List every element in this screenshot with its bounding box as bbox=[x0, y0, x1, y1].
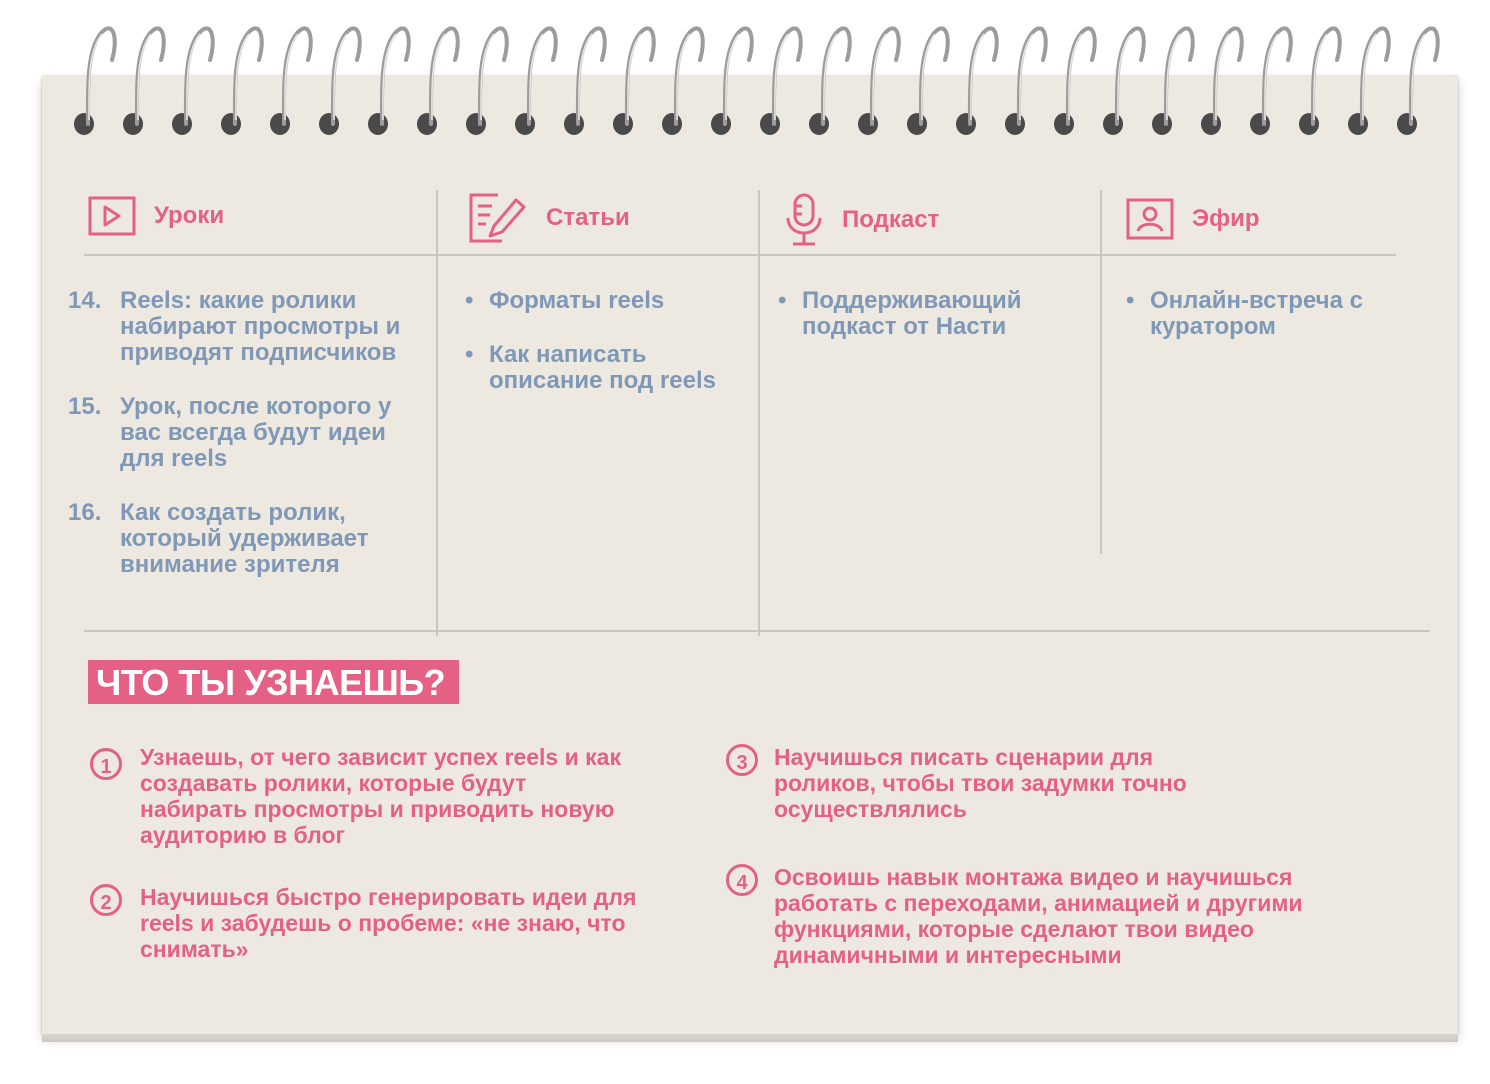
ring bbox=[564, 28, 605, 135]
list-item: 14. Reels: какие ролики набирают просмотры и приводят подписчиков bbox=[68, 287, 401, 366]
ring bbox=[1054, 28, 1095, 135]
ring bbox=[270, 28, 311, 135]
person-frame-icon bbox=[1126, 198, 1174, 240]
header-divider bbox=[84, 254, 1396, 256]
ring bbox=[711, 28, 752, 135]
microphone-icon bbox=[784, 192, 824, 248]
ring bbox=[760, 28, 801, 135]
list-item: 16. Как создать ролик, который удерживает внимание зрителя bbox=[68, 499, 369, 578]
ring bbox=[515, 28, 556, 135]
column-title: Статьи bbox=[546, 204, 630, 231]
ring bbox=[858, 28, 899, 135]
list-item: • Как написать описание под reels bbox=[465, 341, 716, 394]
ring bbox=[1299, 28, 1340, 135]
column-title: Подкаст bbox=[842, 206, 940, 233]
ring bbox=[1250, 28, 1291, 135]
ring bbox=[1201, 28, 1242, 135]
list-item: • Форматы reels bbox=[465, 287, 665, 314]
podcast-list bbox=[778, 287, 1062, 340]
article-pen-icon bbox=[468, 192, 528, 244]
column-divider bbox=[436, 190, 438, 636]
ring bbox=[417, 28, 458, 135]
ring bbox=[172, 28, 213, 135]
number-badge: 3 bbox=[726, 744, 758, 776]
learn-item: Научишься быстро генерировать идеи для reels и забудешь о пробеме: «не знаю, что снимать» bbox=[140, 884, 637, 962]
ring bbox=[1103, 28, 1144, 135]
ring bbox=[1005, 28, 1046, 135]
list-item: • Поддерживающий подкаст от Насти bbox=[778, 287, 1022, 340]
ring bbox=[74, 28, 115, 135]
list-item: 15. Урок, после которого у вас всегда будут идеи для reels bbox=[68, 393, 392, 472]
number-badge: 1 bbox=[90, 748, 122, 780]
lessons-list bbox=[68, 287, 420, 578]
column-title: Уроки bbox=[154, 202, 225, 229]
number-badge: 4 bbox=[726, 864, 758, 896]
learn-item: Узнаешь, от чего зависит успех reels и как создавать ролики, которые будут набирать просмотры и приводить новую аудиторию в блог bbox=[140, 744, 621, 848]
ring bbox=[613, 28, 654, 135]
articles-list bbox=[465, 287, 739, 394]
bottom-divider bbox=[84, 630, 1430, 632]
number-badge: 2 bbox=[90, 884, 122, 916]
ring bbox=[123, 28, 164, 135]
stream-list bbox=[1126, 287, 1380, 340]
column-divider bbox=[1100, 190, 1102, 554]
ring bbox=[368, 28, 409, 135]
ring bbox=[956, 28, 997, 135]
ring bbox=[319, 28, 360, 135]
ring bbox=[1152, 28, 1193, 135]
ring bbox=[221, 28, 262, 135]
ring bbox=[907, 28, 948, 135]
column-header-lessons bbox=[88, 196, 224, 236]
column-title: Эфир bbox=[1192, 205, 1260, 232]
spiral-binding bbox=[0, 0, 1490, 150]
learn-item: Научишься писать сценарии для роликов, чтобы твои задумки точно осуществлялись bbox=[774, 744, 1187, 822]
list-item: • Онлайн-встреча с куратором bbox=[1126, 287, 1363, 340]
play-icon bbox=[88, 196, 136, 236]
column-divider bbox=[758, 190, 760, 636]
column-header-podcast bbox=[784, 192, 939, 248]
section-title: ЧТО ТЫ УЗНАЕШЬ? bbox=[88, 660, 459, 704]
learn-item: Освоишь навык монтажа видео и научишься работать с переходами, анимацией и другими функциями, которые сделают твои видео динамичными и интересными bbox=[774, 864, 1303, 968]
column-header-stream bbox=[1126, 198, 1260, 240]
ring bbox=[1397, 28, 1438, 135]
ring bbox=[466, 28, 507, 135]
column-header-articles bbox=[468, 192, 630, 244]
ring bbox=[662, 28, 703, 135]
ring bbox=[809, 28, 850, 135]
ring bbox=[1348, 28, 1389, 135]
